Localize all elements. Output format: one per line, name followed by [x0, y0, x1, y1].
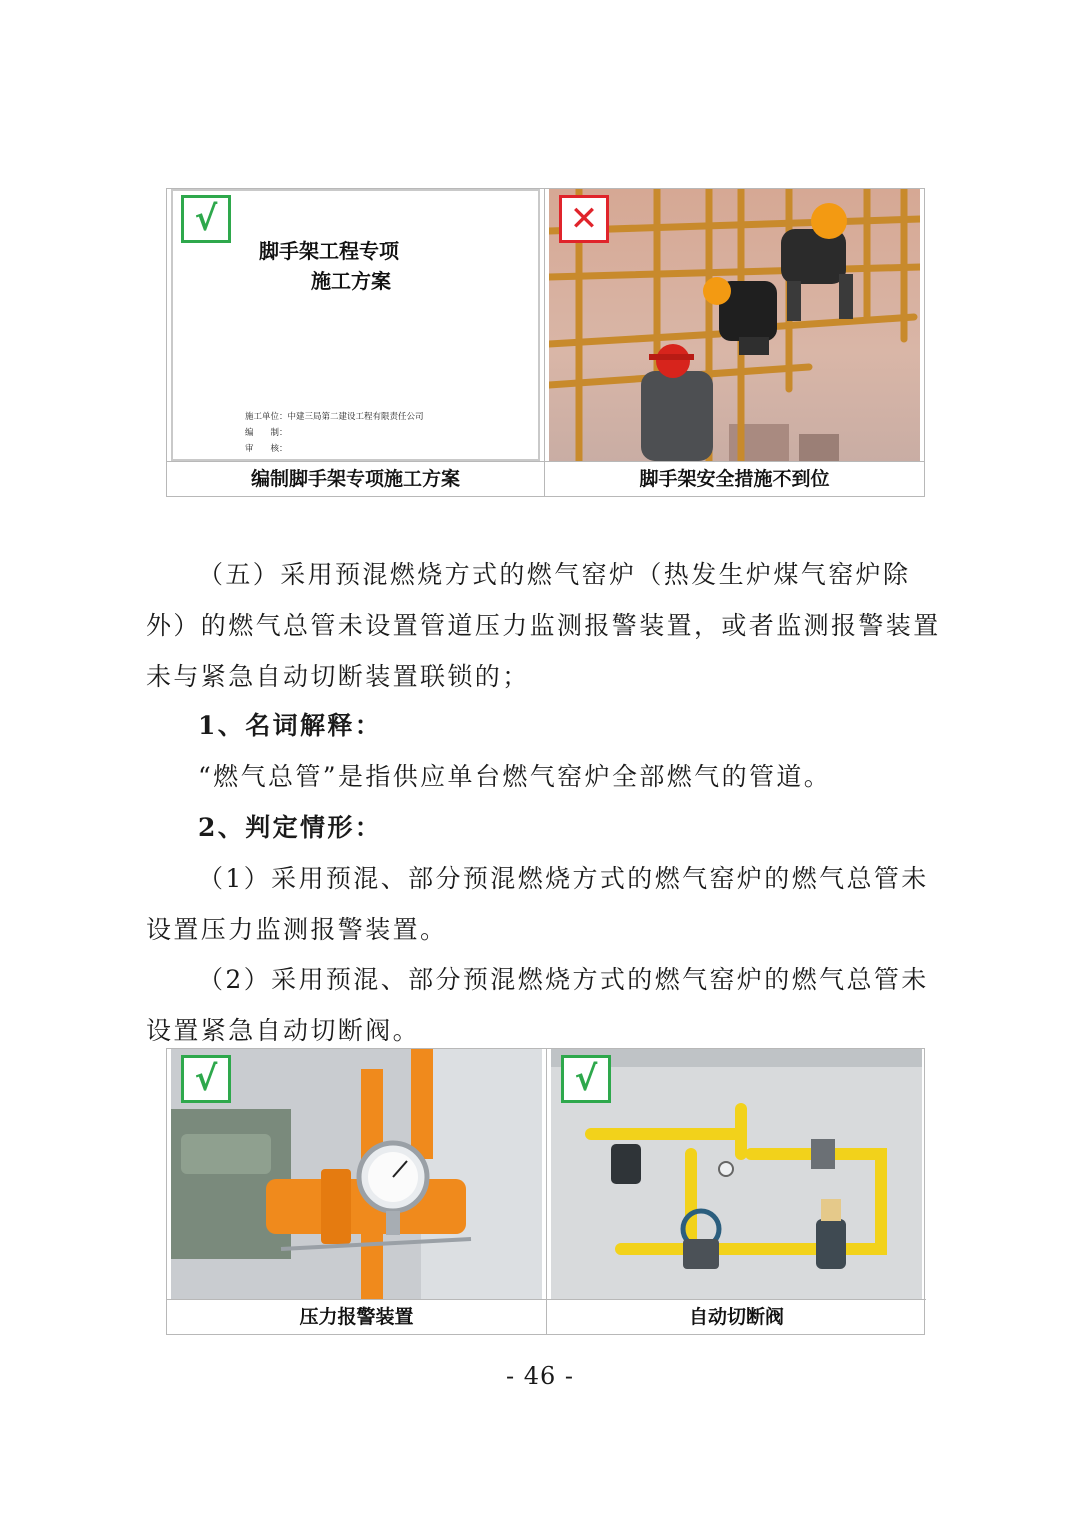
figure-cell-pressure-alarm — [167, 1049, 547, 1334]
heading-criteria: 2、判定情形： — [198, 813, 383, 842]
figure-table-top — [166, 188, 925, 497]
caption-shutoff-valve: 自动切断阀 — [547, 1299, 926, 1334]
criteria-case-1: （1）采用预混、部分预混燃烧方式的燃气窑炉的燃气总管未设置压力监测报警装置。 — [146, 864, 929, 944]
plan-document-photo — [171, 189, 540, 461]
caption-plan: 编制脚手架专项施工方案 — [167, 461, 544, 496]
plan-cover-editor: 编 制： — [245, 428, 288, 438]
check-mark-icon: √ — [181, 1055, 231, 1103]
figure-cell-plan — [167, 189, 545, 496]
cross-mark-icon: ✕ — [559, 195, 609, 243]
page-number: - 46 - — [505, 1362, 574, 1390]
figure-table-bottom — [166, 1048, 925, 1335]
figure-cell-scaffold — [545, 189, 924, 496]
definition-paragraph: “燃气总管”是指供应单台燃气窑炉全部燃气的管道。 — [198, 762, 832, 791]
criteria-case-2: （2）采用预混、部分预混燃烧方式的燃气窑炉的燃气总管未设置紧急自动切断阀。 — [146, 965, 929, 1045]
plan-cover-title-line2: 施工方案 — [311, 269, 391, 293]
check-mark-icon: √ — [561, 1055, 611, 1103]
heading-definition: 1、名词解释： — [198, 711, 383, 740]
shutoff-valve-photo — [551, 1049, 922, 1299]
figure-cell-shutoff-valve — [547, 1049, 926, 1334]
caption-scaffold: 脚手架安全措施不到位 — [545, 461, 924, 496]
plan-cover-reviewer: 审 核： — [245, 444, 288, 454]
plan-cover-unit: 施工单位：中建三局第二建设工程有限责任公司 — [245, 412, 424, 422]
check-mark-icon: √ — [181, 195, 231, 243]
plan-cover-title-line1: 脚手架工程专项 — [259, 239, 399, 263]
caption-pressure-alarm: 压力报警装置 — [167, 1299, 546, 1334]
pressure-alarm-photo — [171, 1049, 542, 1299]
item-five-paragraph: （五）采用预混燃烧方式的燃气窑炉（热发生炉煤气窑炉除外）的燃气总管未设置管道压力监测报警装置，或者监测报警装置未与紧急自动切断装置联锁的； — [146, 560, 941, 691]
plan-cover-meta — [245, 409, 424, 457]
scaffold-workers-photo — [549, 189, 920, 461]
